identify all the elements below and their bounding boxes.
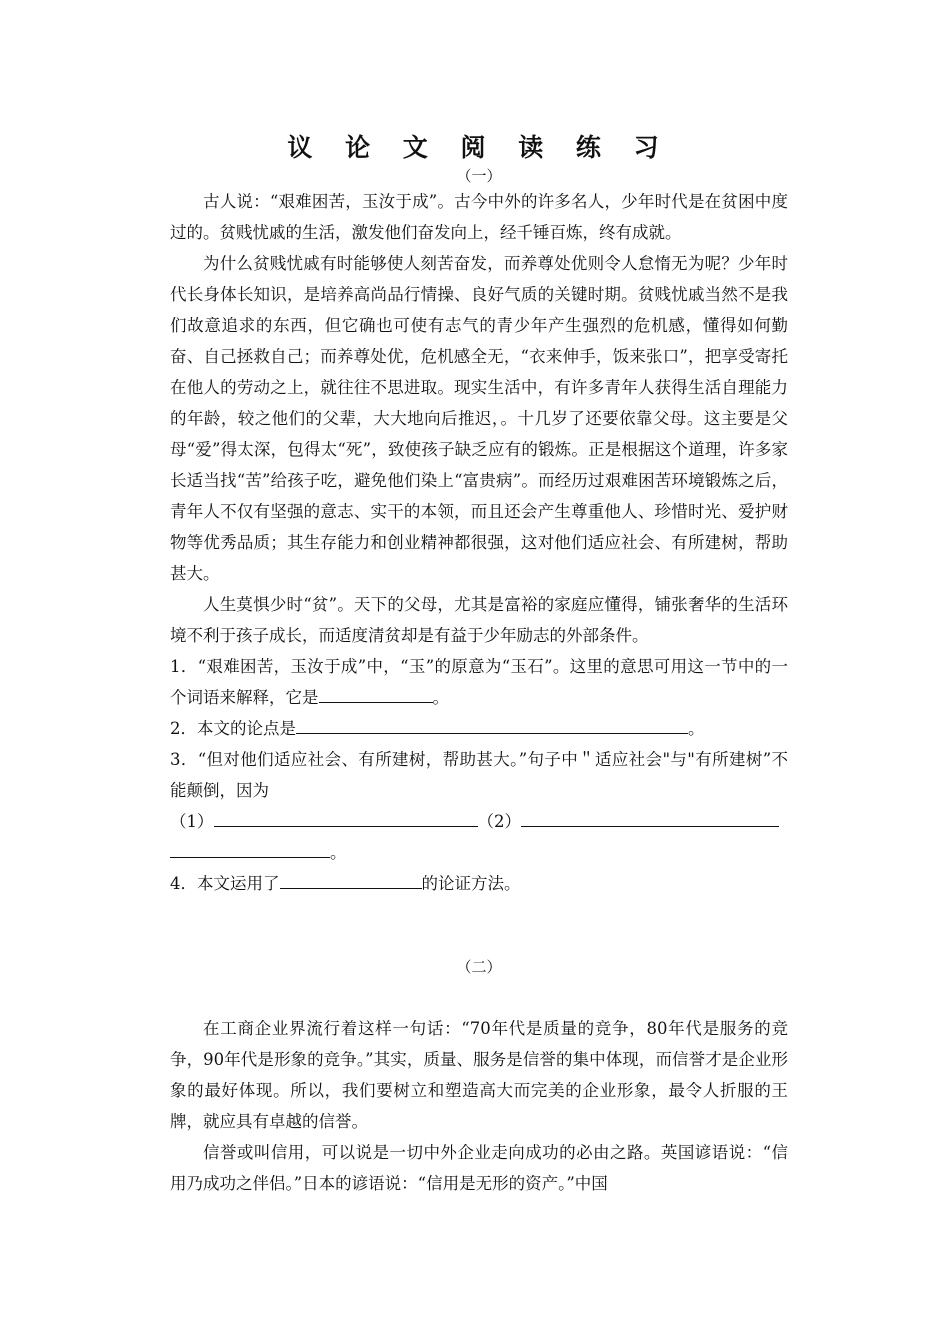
section-2-label: （二） bbox=[456, 958, 502, 976]
question-2 bbox=[170, 713, 788, 744]
question-3-continuation bbox=[170, 837, 788, 868]
question-2-end: 。 bbox=[688, 719, 705, 738]
question-3-answers bbox=[170, 806, 788, 837]
question-2-text: 2．本文的论点是 bbox=[170, 719, 296, 738]
section-1-label: （一） bbox=[456, 167, 502, 185]
question-3 bbox=[170, 744, 788, 806]
question-4-end: 的论证方法。 bbox=[421, 874, 521, 893]
question-1-text: 1．“艰难困苦，玉汝于成”中，“玉”的原意为“玉石”。这里的意思可用这一节中的一个词语来解释，它是 bbox=[170, 657, 788, 707]
question-3-blank-3[interactable] bbox=[170, 841, 330, 858]
question-1 bbox=[170, 651, 788, 713]
question-4-text: 4．本文运用了 bbox=[170, 874, 280, 893]
section-1-paragraph-2: 为什么贫贱忧戚有时能够使人刻苦奋发，而养尊处优则令人怠惰无为呢？少年时代长身体长知识，是培养高尚品行情操、良好气质的关键时期。贫贱忧戚当然不是我们故意追求的东西，但它确也可使有志气的青少年产生强烈的危机感，懂得如何勤奋、自己拯救自己；而养尊处优，危机感全无，“衣来伸手，饭来张口”，把享受寄托在他人的劳动之上，就往往不思进取。现实生活中，有许多青年人获得生活自理能力的年龄，较之他们的父辈，大大地向后推迟，。十几岁了还要依靠父母。这主要是父母“爱”得太深，包得太“死”，致使孩子缺乏应有的锻炼。正是根据这个道理，许多家长适当找“苦”给孩子吃，避免他们染上“富贵病”。而经历过艰难困苦环境锻炼之后，青年人不仅有坚强的意志、实干的本领，而且还会产生尊重他人、珍惜时光、爱护财物等优秀品质；其生存能力和创业精神都很强，这对他们适应社会、有所建树，帮助甚大。 bbox=[170, 254, 788, 583]
question-3-blank-1[interactable] bbox=[214, 810, 478, 827]
section-1-paragraph-3: 人生莫惧少时“贫”。天下的父母，尤其是富裕的家庭应懂得，铺张奢华的生活环境不利于孩子成长，而适度清贫却是有益于少年励志的外部条件。 bbox=[170, 595, 788, 645]
question-1-blank[interactable] bbox=[319, 686, 433, 703]
section-1-paragraph-1: 古人说：“艰难困苦，玉汝于成”。古今中外的许多名人，少年时代是在贫困中度过的。贫贱忧戚的生活，激发他们奋发向上，经千锤百炼，终有成就。 bbox=[170, 192, 788, 242]
section-2-paragraph-2: 信誉或叫信用，可以说是一切中外企业走向成功的必由之路。英国谚语说：“信用乃成功之伴侣。”日本的谚语说：“信用是无形的资产。”中国 bbox=[170, 1143, 788, 1193]
page-title: 议 论 文 阅 读 练 习 bbox=[287, 133, 671, 162]
question-3-text: 3．“但对他们适应社会、有所建树，帮助甚大。”句子中＂适应社会"与"有所建树”不能颠倒，因为 bbox=[170, 750, 788, 800]
section-2-paragraph-1: 在工商企业界流行着这样一句话：“70年代是质量的竞争，80年代是服务的竞争，90年代是形象的竞争。”其实，质量、服务是信誉的集中体现，而信誉才是企业形象的最好体现。所以，我们要树立和塑造高大而完美的企业形象，最令人折服的王牌，就应具有卓越的信誉。 bbox=[170, 1019, 788, 1131]
question-2-blank[interactable] bbox=[296, 717, 688, 734]
question-4 bbox=[170, 868, 788, 899]
question-3-blank-2[interactable] bbox=[521, 810, 779, 827]
question-3-part-2-label: （2） bbox=[477, 812, 521, 831]
question-4-blank[interactable] bbox=[280, 872, 422, 889]
question-3-end: 。 bbox=[330, 843, 347, 862]
question-1-end: 。 bbox=[432, 688, 449, 707]
document-page bbox=[170, 120, 788, 1199]
question-3-part-1-label: （1） bbox=[170, 812, 214, 831]
